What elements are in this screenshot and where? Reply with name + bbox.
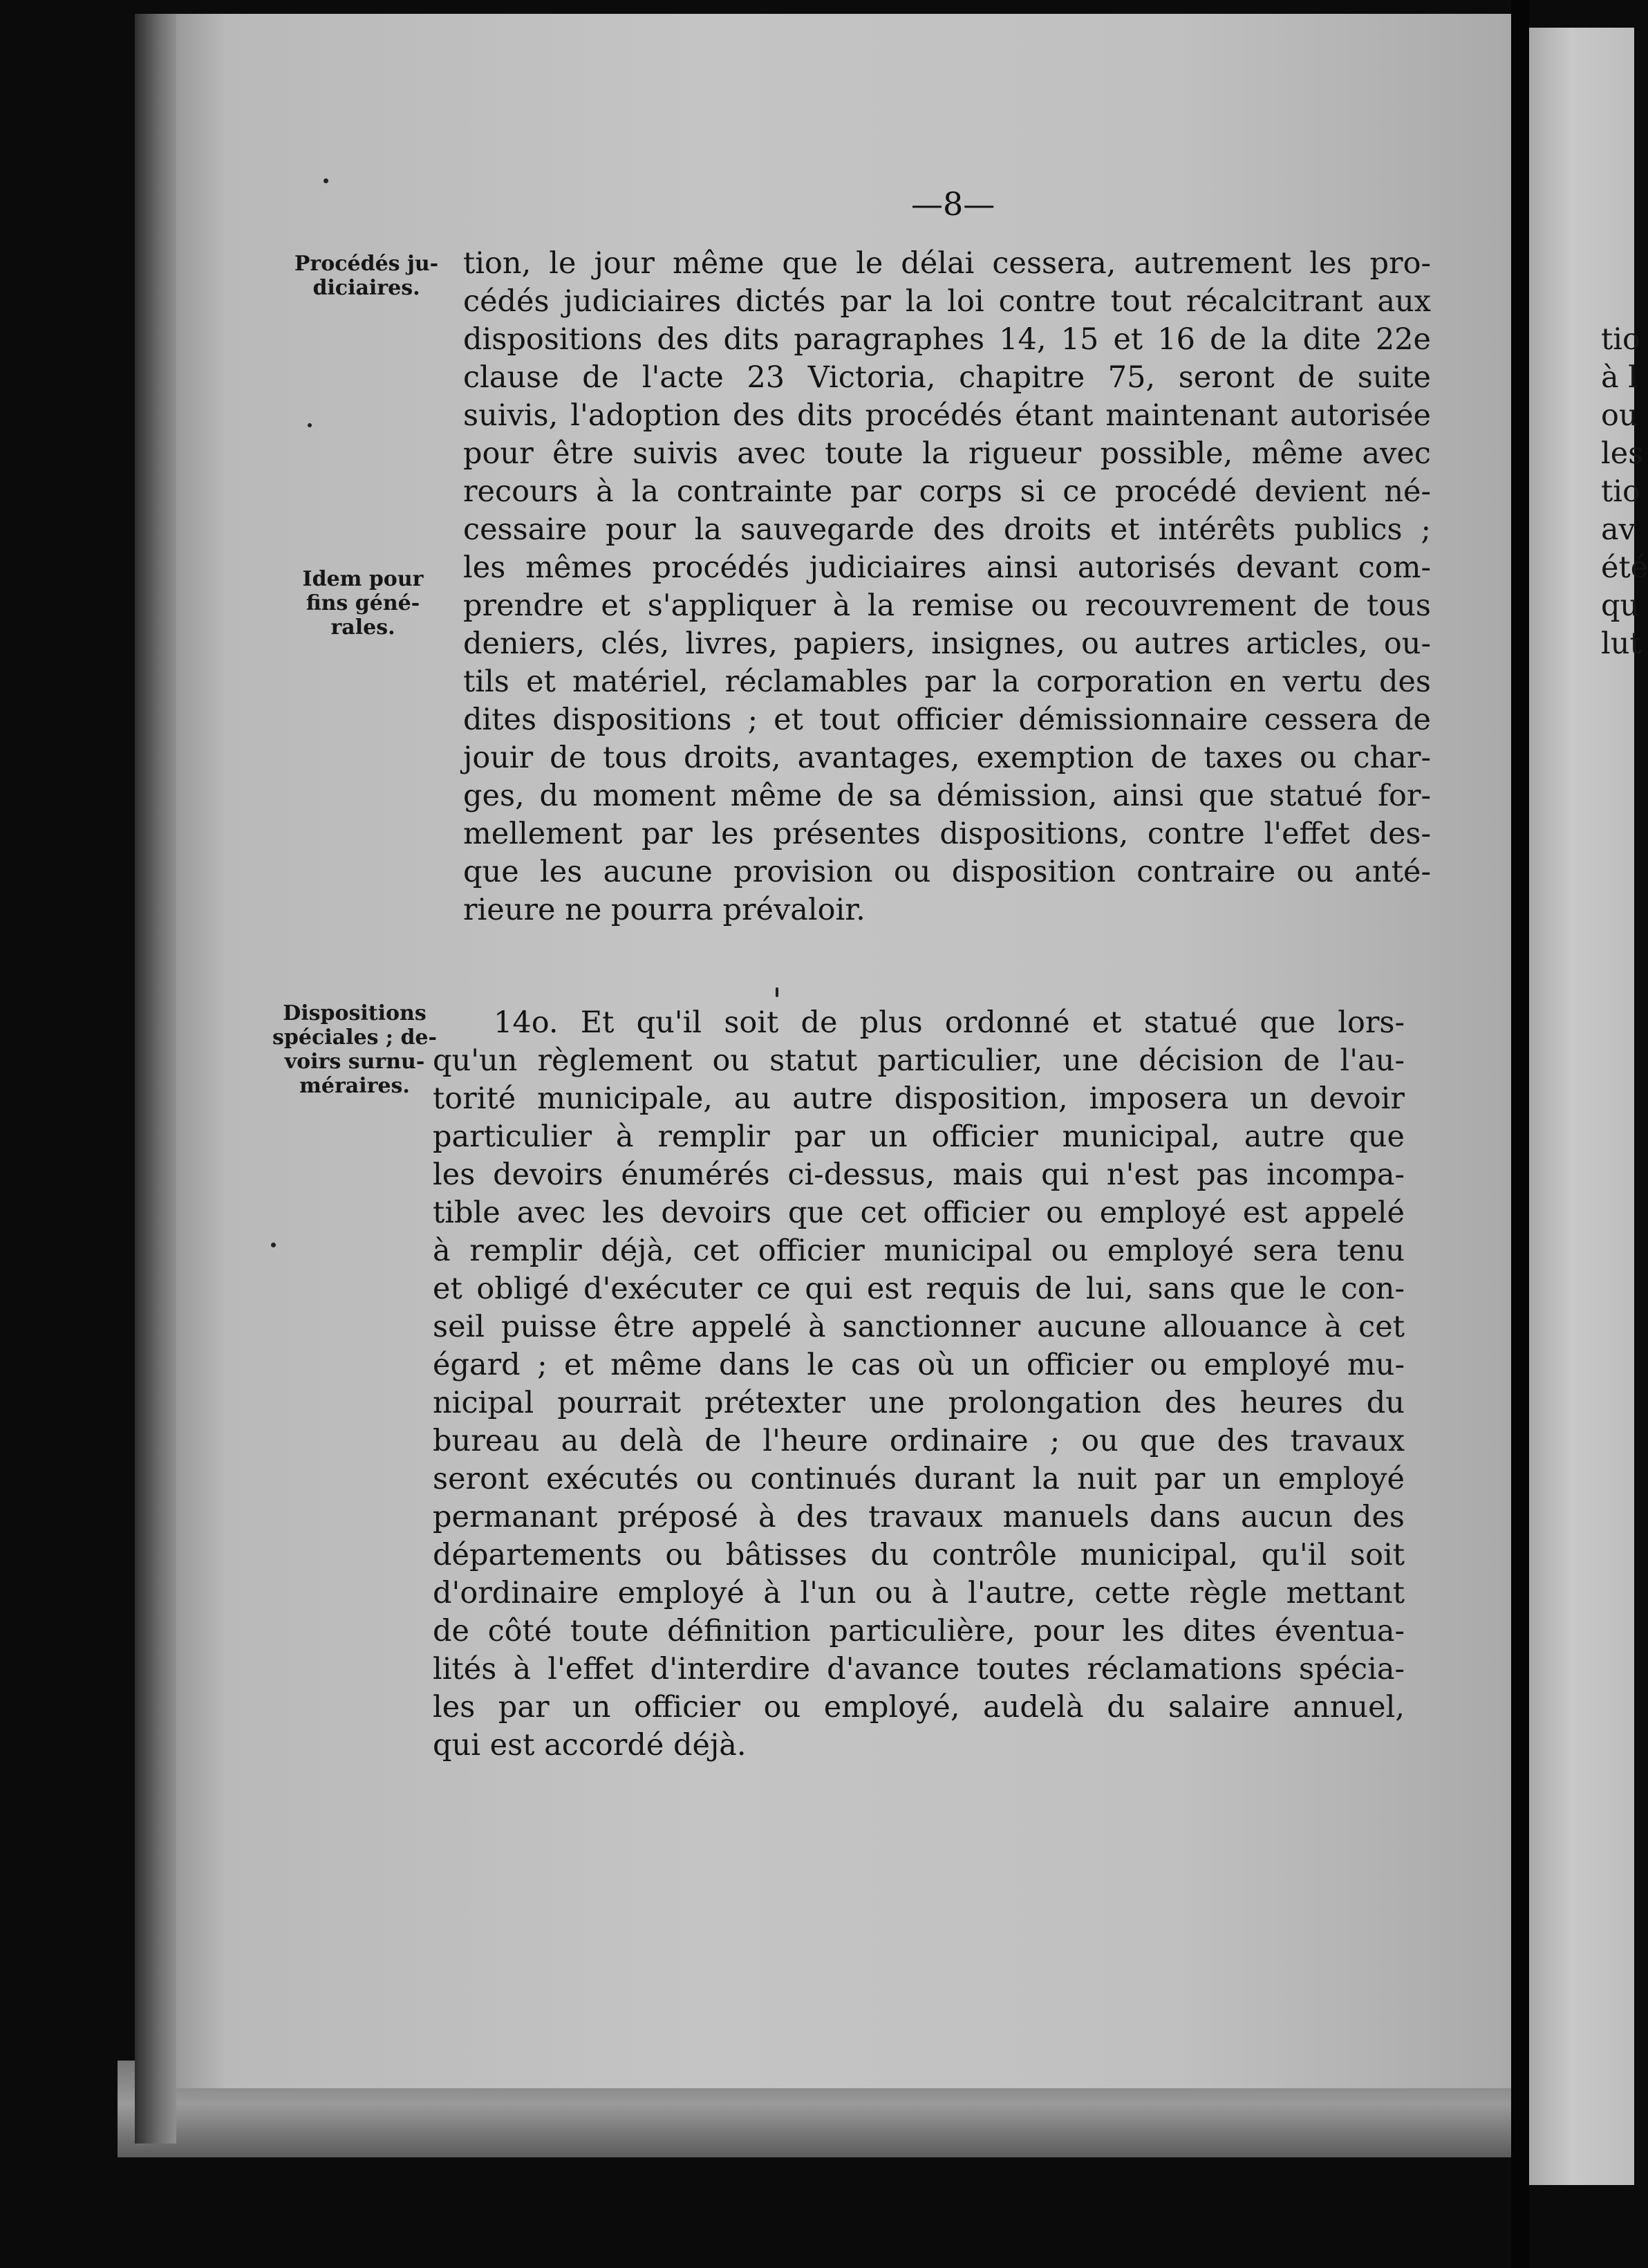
- text-line: de côté toute définition particulière, pour les dites éventua-: [433, 1614, 1405, 1648]
- facing-page-fragment: à l: [1601, 360, 1638, 395]
- text-line: pour être suivis avec toute la rigueur possible, même avec: [463, 436, 1431, 471]
- text-line: lités à l'effet d'interdire d'avance toutes réclamations spécia-: [433, 1652, 1405, 1686]
- margin-note-line: rales.: [330, 615, 395, 640]
- text-line: qu'un règlement ou statut particulier, une décision de l'au-: [433, 1043, 1405, 1078]
- margin-note-dispositions-speciales: [268, 1001, 441, 1098]
- text-line: particulier à remplir par un officier municipal, autre que: [433, 1119, 1405, 1154]
- text-line: torité municipale, au autre disposition, imposera un devoir: [433, 1081, 1405, 1116]
- text-line: clause de l'acte 23 Victoria, chapitre 75, seront de suite: [463, 360, 1431, 395]
- text-line: départements ou bâtisses du contrôle municipal, qu'il soit: [433, 1538, 1405, 1572]
- scan-speck: [271, 1243, 276, 1247]
- text-line: les mêmes procédés judiciaires ainsi autorisés devant com-: [463, 550, 1431, 585]
- text-line: et obligé d'exécuter ce qui est requis de lui, sans que le con-: [433, 1272, 1405, 1306]
- text-line: à remplir déjà, cet officier municipal ou employé sera tenu: [433, 1234, 1405, 1268]
- book-gutter: [1511, 0, 1529, 2268]
- text-line: mellement par les présentes dispositions, contre l'effet des-: [463, 817, 1431, 851]
- text-line: 14o. Et qu'il soit de plus ordonné et statué que lors-: [494, 1005, 1405, 1040]
- facing-page-fragment: av: [1601, 512, 1636, 547]
- margin-note-line: diciaires.: [312, 276, 420, 300]
- margin-note-idem-fins-generales: [283, 567, 442, 640]
- text-line: recours à la contrainte par corps si ce procédé devient né-: [463, 474, 1431, 509]
- facing-page-fragment: qu: [1601, 588, 1640, 623]
- text-line: égard ; et même dans le cas où un officier ou employé mu-: [433, 1348, 1405, 1382]
- page-left-edge: [135, 14, 176, 2144]
- text-line: qui est accordé déjà.: [433, 1728, 747, 1763]
- text-line: jouir de tous droits, avantages, exemption de taxes ou char-: [463, 741, 1431, 775]
- text-line: permanant préposé à des travaux manuels dans aucun des: [433, 1500, 1405, 1534]
- text-line: que les aucune provision ou disposition contraire ou anté-: [463, 855, 1431, 889]
- margin-note-procedes-judiciaires: [283, 252, 449, 300]
- text-line: dispositions des dits paragraphes 14, 15 et 16 de la dite 22e: [463, 322, 1431, 357]
- text-line: ges, du moment même de sa démission, ainsi que statué for-: [463, 779, 1431, 813]
- text-line: dites dispositions ; et tout officier démissionnaire cessera de: [463, 703, 1431, 737]
- scan-speck: [308, 423, 312, 427]
- text-line: les par un officier ou employé, audelà du salaire annuel,: [433, 1690, 1405, 1725]
- text-line: tils et matériel, réclamables par la corporation en vertu des: [463, 664, 1431, 699]
- facing-page-fragment: été: [1601, 550, 1648, 585]
- text-line: cédés judiciaires dictés par la loi contre tout récalcitrant aux: [463, 284, 1431, 319]
- text-line: prendre et s'appliquer à la remise ou recouvrement de tous: [463, 588, 1431, 623]
- text-line: rieure ne pourra prévaloir.: [463, 893, 865, 927]
- text-line: bureau au delà de l'heure ordinaire ; ou que des travaux: [433, 1424, 1405, 1458]
- text-line: suivis, l'adoption des dits procédés étant maintenant autorisée: [463, 398, 1431, 433]
- facing-page-fragment: ou: [1601, 398, 1638, 433]
- margin-note-line: voirs surnu-: [284, 1050, 425, 1074]
- facing-page-fragment: les: [1601, 436, 1644, 471]
- facing-page-fragment: lut: [1601, 626, 1642, 661]
- margin-note-line: Procédés ju-: [294, 252, 439, 276]
- margin-note-line: Dispositions: [283, 1001, 427, 1025]
- facing-page-fragment: tio: [1601, 322, 1640, 357]
- paragraph-continuation: [463, 245, 1431, 929]
- text-line: deniers, clés, livres, papiers, insignes, ou autres articles, ou-: [463, 626, 1431, 661]
- scan-speck: [324, 178, 328, 183]
- text-line: tible avec les devoirs que cet officier ou employé est appelé: [433, 1196, 1405, 1230]
- text-line: tion, le jour même que le délai cessera, autrement les pro-: [463, 246, 1431, 281]
- margin-note-line: méraires.: [299, 1074, 410, 1098]
- scan-speck: [776, 987, 778, 997]
- text-line: les devoirs énumérés ci-dessus, mais qui n'est pas incompa-: [433, 1158, 1405, 1192]
- text-line: seront exécutés ou continués durant la nuit par un employé: [433, 1462, 1405, 1496]
- text-line: d'ordinaire employé à l'un ou à l'autre, cette règle mettant: [433, 1576, 1405, 1610]
- text-line: seil puisse être appelé à sanctionner aucune allouance à cet: [433, 1310, 1405, 1344]
- facing-page-edge: [1529, 28, 1648, 2185]
- text-line: nicipal pourrait prétexter une prolongation des heures du: [433, 1386, 1405, 1420]
- text-line: cessaire pour la sauvegarde des droits et intérêts publics ;: [463, 512, 1431, 547]
- margin-note-line: Idem pour: [302, 567, 424, 591]
- page-number: —8—: [911, 185, 995, 223]
- paragraph-article-140: [433, 1004, 1405, 1765]
- margin-note-line: fins géné-: [306, 591, 420, 615]
- margin-note-line: spéciales ; de-: [272, 1025, 437, 1050]
- facing-page-fragment: tio: [1601, 474, 1640, 509]
